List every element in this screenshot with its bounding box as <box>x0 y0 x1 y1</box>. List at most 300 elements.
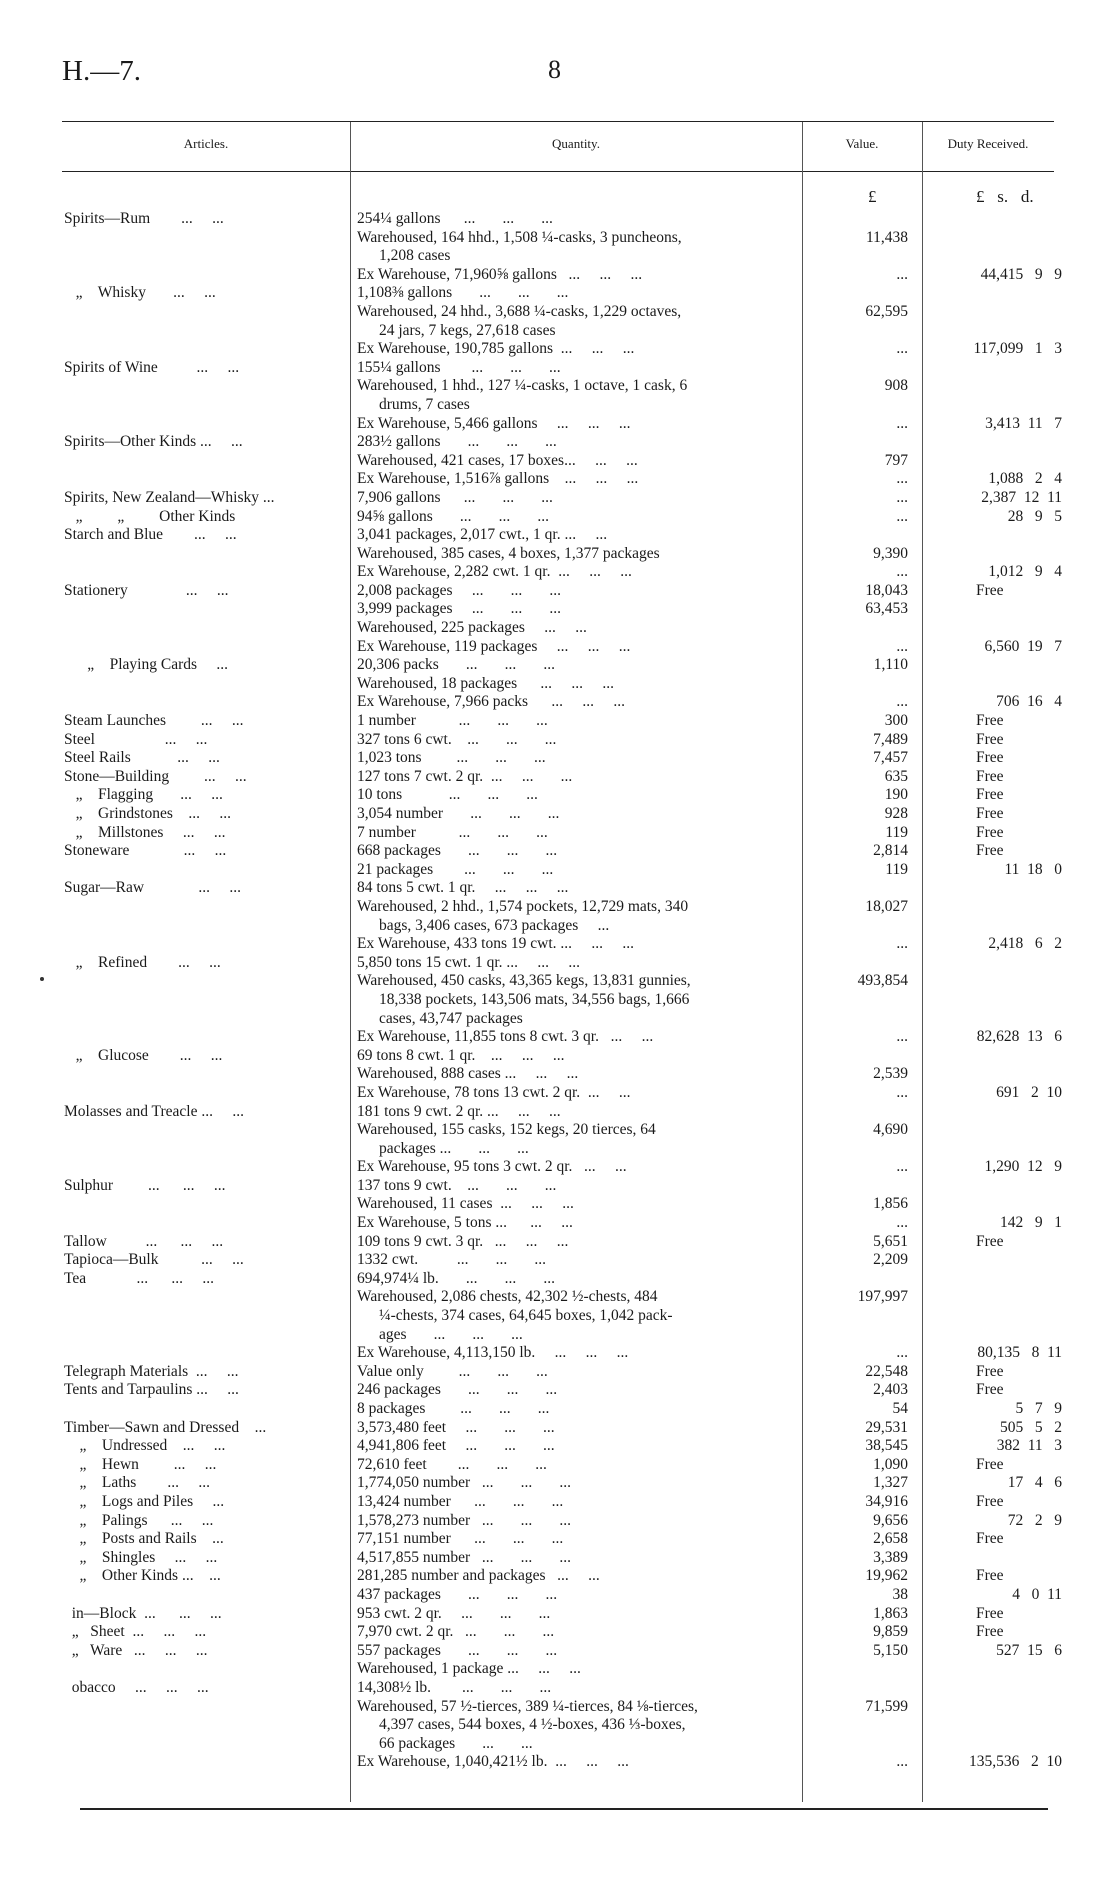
article-cell: Steel Rails ... ... <box>64 749 220 767</box>
article-cell: „ Millstones ... ... <box>64 823 226 841</box>
quantity-cell: packages ... ... ... <box>379 1139 529 1157</box>
quantity-cell: 4,517,855 number ... ... ... <box>357 1548 571 1566</box>
quantity-cell: 3,999 packages ... ... ... <box>357 600 562 618</box>
value-cell: 38,545 <box>865 1437 908 1455</box>
quantity-cell: 72,610 feet ... ... ... <box>357 1455 547 1473</box>
quantity-cell: 84 tons 5 cwt. 1 qr. ... ... ... <box>357 879 569 897</box>
article-cell: „ Whisky ... ... <box>64 284 216 302</box>
value-cell: 22,548 <box>865 1362 908 1380</box>
quantity-cell: 1,108⅜ gallons ... ... ... <box>357 284 569 302</box>
quantity-cell: Warehoused, 1 hhd., 127 ¼-casks, 1 octave, 1 cask, 6 <box>357 377 688 395</box>
value-cell: ... <box>896 1158 908 1176</box>
duty-cell: 44,415 9 9 <box>980 265 1062 283</box>
value-cell: 119 <box>885 860 908 878</box>
duty-cell: 72 2 9 <box>1007 1511 1062 1529</box>
quantity-cell: Warehoused, 11 cases ... ... ... <box>357 1195 574 1213</box>
duty-cell: Free <box>976 1232 1004 1250</box>
quantity-cell: Warehoused, 225 packages ... ... <box>357 619 587 637</box>
article-cell: Spirits, New Zealand—Whisky ... <box>64 488 275 506</box>
table-row <box>0 1177 1114 1196</box>
duty-cell: Free <box>976 1623 1004 1641</box>
quantity-cell: Ex Warehouse, 5 tons ... ... ... <box>357 1214 573 1232</box>
quantity-cell: 5,850 tons 15 cwt. 1 qr. ... ... ... <box>357 953 581 971</box>
article-cell: „ Playing Cards ... <box>64 656 229 674</box>
table-row <box>0 1251 1114 1270</box>
table-row <box>0 1158 1114 1177</box>
quantity-cell: Warehoused, 2 hhd., 1,574 pockets, 12,729 mats, 340 <box>357 897 689 915</box>
table-row <box>0 1103 1114 1122</box>
duty-cell: Free <box>976 712 1004 730</box>
value-cell: 1,110 <box>873 656 908 674</box>
value-cell: 3,389 <box>873 1548 908 1566</box>
table-row <box>0 1679 1114 1698</box>
quantity-cell: Warehoused, 888 cases ... ... ... <box>357 1065 579 1083</box>
table-row <box>0 1493 1114 1512</box>
article-cell: Tapioca—Bulk ... ... <box>64 1251 244 1269</box>
duty-cell: 1,012 9 4 <box>988 563 1062 581</box>
table-row <box>0 1307 1114 1326</box>
quantity-cell: Warehoused, 24 hhd., 3,688 ¼-casks, 1,229 octaves, <box>357 302 682 320</box>
value-cell: ... <box>896 1753 908 1771</box>
table-row <box>0 433 1114 452</box>
header-rule <box>62 171 1054 172</box>
value-cell: 2,539 <box>873 1065 908 1083</box>
table-row <box>0 824 1114 843</box>
value-cell: 9,859 <box>873 1623 908 1641</box>
value-cell: 1,863 <box>873 1604 908 1622</box>
value-cell: ... <box>896 470 908 488</box>
table-row <box>0 1140 1114 1159</box>
duty-cell: Free <box>976 767 1004 785</box>
value-cell: 1,327 <box>873 1474 908 1492</box>
duty-cell: 382 11 3 <box>996 1437 1062 1455</box>
table-row <box>0 693 1114 712</box>
value-cell: 1,090 <box>873 1455 908 1473</box>
article-cell: Stone—Building ... ... <box>64 767 247 785</box>
quantity-cell: 283½ gallons ... ... ... <box>357 433 557 451</box>
value-cell: ... <box>896 1028 908 1046</box>
quantity-cell: 181 tons 9 cwt. 2 qr. ... ... ... <box>357 1102 561 1120</box>
duty-cell: 706 16 4 <box>996 693 1062 711</box>
value-cell: ... <box>896 340 908 358</box>
quantity-cell: 18,338 pockets, 143,506 mats, 34,556 bags, 1,666 <box>379 990 690 1008</box>
duty-cell: 6,560 19 7 <box>984 637 1062 655</box>
bottom-rule <box>80 1808 1048 1810</box>
table-row <box>0 991 1114 1010</box>
table-row <box>0 508 1114 527</box>
table-row <box>0 1474 1114 1493</box>
table-row <box>0 266 1114 285</box>
quantity-cell: Ex Warehouse, 1,516⅞ gallons ... ... ... <box>357 470 639 488</box>
table-row <box>0 340 1114 359</box>
quantity-cell: ¼-chests, 374 cases, 64,645 boxes, 1,042 pack- <box>379 1307 673 1325</box>
quantity-cell: Ex Warehouse, 5,466 gallons ... ... ... <box>357 414 631 432</box>
article-cell: Spirits—Other Kinds ... ... <box>64 433 243 451</box>
table-row <box>0 954 1114 973</box>
quantity-cell: 8 packages ... ... ... <box>357 1400 550 1417</box>
table-row <box>0 1660 1114 1679</box>
value-cell: ... <box>896 1344 908 1362</box>
quantity-cell: Value only ... ... ... <box>357 1362 548 1380</box>
value-cell: 2,658 <box>873 1530 908 1548</box>
quantity-cell: 3,041 packages, 2,017 cwt., 1 qr. ... ... <box>357 526 608 544</box>
table-row <box>0 638 1114 657</box>
value-cell: 38 <box>892 1585 908 1603</box>
quantity-cell: 14,308½ lb. ... ... ... <box>357 1678 552 1696</box>
table-row <box>0 1549 1114 1568</box>
duty-cell: 142 9 1 <box>1000 1214 1062 1232</box>
article-cell: obacco ... ... ... <box>64 1678 209 1696</box>
quantity-cell: 557 packages ... ... ... <box>357 1641 558 1659</box>
table-row <box>0 805 1114 824</box>
table-row <box>0 1456 1114 1475</box>
table-row <box>0 879 1114 898</box>
table-row <box>0 1084 1114 1103</box>
value-cell: ... <box>896 1083 908 1101</box>
value-cell: 493,854 <box>857 972 908 990</box>
value-cell: ... <box>896 693 908 711</box>
article-cell: „ Palings ... ... <box>64 1511 214 1529</box>
duty-cell: Free <box>976 1362 1004 1380</box>
table-row <box>0 563 1114 582</box>
value-cell: 18,043 <box>865 581 908 599</box>
value-cell: 4,690 <box>873 1121 908 1139</box>
article-cell: Steel ... ... <box>64 730 208 748</box>
table-row <box>0 396 1114 415</box>
quantity-cell: 3,054 number ... ... ... <box>357 805 560 822</box>
value-cell: 119 <box>885 823 908 841</box>
table-row <box>0 1586 1114 1605</box>
table-row <box>0 1716 1114 1735</box>
value-unit-label: £ <box>868 187 877 206</box>
table-row <box>0 1698 1114 1717</box>
table-row <box>0 972 1114 991</box>
quantity-cell: 694,974¼ lb. ... ... ... <box>357 1269 556 1287</box>
quantity-cell: Warehoused, 1 package ... ... ... <box>357 1660 581 1678</box>
quantity-cell: Warehoused, 18 packages ... ... ... <box>357 674 615 692</box>
quantity-cell: 137 tons 9 cwt. ... ... ... <box>357 1176 557 1194</box>
value-cell: 11,438 <box>865 228 908 246</box>
value-cell: 928 <box>884 805 908 822</box>
quantity-cell: cases, 43,747 packages <box>379 1009 523 1027</box>
quantity-cell: Warehoused, 155 casks, 152 kegs, 20 tierces, 64 <box>357 1121 656 1139</box>
table-row <box>0 656 1114 675</box>
quantity-cell: 109 tons 9 cwt. 3 qr. ... ... ... <box>357 1232 569 1250</box>
article-cell: Molasses and Treacle ... ... <box>64 1102 244 1120</box>
duty-cell: Free <box>976 805 1004 822</box>
column-header-quantity: Quantity. <box>552 136 600 151</box>
article-cell: „ Ware ... ... ... <box>64 1641 208 1659</box>
value-cell: 7,489 <box>873 730 908 748</box>
quantity-cell: Ex Warehouse, 11,855 tons 8 cwt. 3 qr. ... ... <box>357 1028 654 1046</box>
table-row <box>0 452 1114 471</box>
table-row <box>0 1623 1114 1642</box>
quantity-cell: 437 packages ... ... ... <box>357 1585 558 1603</box>
table-row <box>0 1233 1114 1252</box>
value-cell: ... <box>896 935 908 953</box>
article-cell: „ Hewn ... ... <box>64 1455 217 1473</box>
duty-cell: Free <box>976 842 1004 860</box>
duty-cell: Free <box>976 786 1004 804</box>
article-cell: in—Block ... ... ... <box>64 1604 222 1622</box>
table-row <box>0 247 1114 266</box>
quantity-cell: Warehoused, 385 cases, 4 boxes, 1,377 packages <box>357 544 660 562</box>
value-cell: ... <box>896 637 908 655</box>
quantity-cell: drums, 7 cases <box>379 395 470 413</box>
value-cell: 63,453 <box>865 600 908 618</box>
article-cell: Telegraph Materials ... ... <box>64 1362 239 1380</box>
table-row <box>0 470 1114 489</box>
duty-cell: 135,536 2 10 <box>969 1753 1062 1771</box>
table-row <box>0 1344 1114 1363</box>
table-row <box>0 1010 1114 1029</box>
quantity-cell: 1,578,273 number ... ... ... <box>357 1511 571 1529</box>
column-header-articles: Articles. <box>183 136 229 151</box>
table-row <box>0 600 1114 619</box>
quantity-cell: Ex Warehouse, 95 tons 3 cwt. 2 qr. ... ... <box>357 1158 627 1176</box>
duty-cell: 80,135 8 11 <box>977 1344 1062 1362</box>
value-cell: 2,814 <box>873 842 908 860</box>
article-cell: Tallow ... ... ... <box>64 1232 224 1250</box>
quantity-cell: Ex Warehouse, 4,113,150 lb. ... ... ... <box>357 1344 629 1362</box>
duty-cell: Free <box>976 730 1004 748</box>
duty-cell: 82,628 13 6 <box>976 1028 1062 1046</box>
value-cell: 300 <box>884 712 908 730</box>
value-cell: ... <box>896 507 908 525</box>
quantity-cell: 2,008 packages ... ... ... <box>357 581 562 599</box>
quantity-cell: 10 tons ... ... ... <box>357 786 538 804</box>
table-row <box>0 1270 1114 1289</box>
duty-cell: Free <box>976 1455 1004 1473</box>
quantity-cell: 13,424 number ... ... ... <box>357 1492 564 1510</box>
quantity-cell: 127 tons 7 cwt. 2 qr. ... ... ... <box>357 767 573 785</box>
quantity-cell: Ex Warehouse, 433 tons 19 cwt. ... ... ... <box>357 935 635 953</box>
article-cell: „ „ Other Kinds <box>64 507 236 525</box>
table-row <box>0 1288 1114 1307</box>
article-cell: Tea ... ... ... <box>64 1269 215 1287</box>
quantity-cell: 66 packages ... ... <box>379 1734 533 1752</box>
table-row <box>0 768 1114 787</box>
table-row <box>0 1121 1114 1140</box>
value-cell: 19,962 <box>865 1567 908 1585</box>
article-cell: „ Flagging ... ... <box>64 786 223 804</box>
table-row <box>0 303 1114 322</box>
quantity-cell: Ex Warehouse, 1,040,421½ lb. ... ... ... <box>357 1753 629 1771</box>
duty-cell: Free <box>976 1492 1004 1510</box>
value-cell: 5,150 <box>873 1641 908 1659</box>
value-cell: 5,651 <box>873 1232 908 1250</box>
table-row <box>0 1381 1114 1400</box>
quantity-cell: 953 cwt. 2 qr. ... ... ... <box>357 1604 551 1622</box>
table-row <box>0 1735 1114 1754</box>
article-cell: Timber—Sawn and Dressed ... <box>64 1418 267 1436</box>
quantity-cell: Warehoused, 164 hhd., 1,508 ¼-casks, 3 puncheons, <box>357 228 682 246</box>
table-row <box>0 377 1114 396</box>
article-cell: „ Sheet ... ... ... <box>64 1623 207 1641</box>
table-row <box>0 322 1114 341</box>
duty-cell: 17 4 6 <box>1007 1474 1062 1492</box>
article-cell: „ Shingles ... ... <box>64 1548 218 1566</box>
duty-cell: Free <box>976 581 1004 599</box>
table-row <box>0 1400 1114 1419</box>
article-cell: Stoneware ... ... <box>64 842 227 860</box>
quantity-cell: Ex Warehouse, 190,785 gallons ... ... ... <box>357 340 635 358</box>
table-row <box>0 1642 1114 1661</box>
table-row <box>0 675 1114 694</box>
table-row <box>0 712 1114 731</box>
quantity-cell: 7,906 gallons ... ... ... <box>357 488 553 506</box>
table-row <box>0 749 1114 768</box>
table-row <box>0 229 1114 248</box>
duty-cell: 4 0 11 <box>1012 1585 1062 1603</box>
quantity-cell: 21 packages ... ... ... <box>357 860 554 878</box>
duty-cell: Free <box>976 1381 1004 1399</box>
value-cell: 1,856 <box>873 1195 908 1213</box>
quantity-cell: 7,970 cwt. 2 qr. ... ... ... <box>357 1623 555 1641</box>
table-row <box>0 1047 1114 1066</box>
table-row <box>0 1567 1114 1586</box>
table-row <box>0 489 1114 508</box>
table-row <box>0 1214 1114 1233</box>
duty-cell: 1,088 2 4 <box>988 470 1062 488</box>
quantity-cell: Warehoused, 57 ½-tierces, 389 ¼-tierces, 84 ⅛-tierces, <box>357 1697 698 1715</box>
table-row <box>0 1326 1114 1345</box>
article-cell: Sulphur ... ... ... <box>64 1176 226 1194</box>
value-cell: ... <box>896 488 908 506</box>
quantity-cell: 1,023 tons ... ... ... <box>357 749 546 767</box>
duty-cell: 527 15 6 <box>996 1641 1062 1659</box>
article-cell: „ Grindstones ... ... <box>64 805 232 822</box>
article-cell: Spirits of Wine ... ... <box>64 358 240 376</box>
quantity-cell: 7 number ... ... ... <box>357 823 548 841</box>
value-cell: 71,599 <box>865 1697 908 1715</box>
article-cell: „ Undressed ... ... <box>64 1437 226 1455</box>
article-cell: „ Laths ... ... <box>64 1474 210 1492</box>
value-cell: ... <box>896 563 908 581</box>
value-cell: 18,027 <box>865 897 908 915</box>
quantity-cell: ages ... ... ... <box>379 1325 523 1343</box>
table-row <box>0 619 1114 638</box>
table-row <box>0 545 1114 564</box>
duty-cell: 11 18 0 <box>1004 860 1062 878</box>
table-row <box>0 359 1114 378</box>
quantity-cell: 24 jars, 7 kegs, 27,618 cases <box>379 321 556 339</box>
quantity-cell: 3,573,480 feet ... ... ... <box>357 1418 555 1436</box>
value-cell: 9,390 <box>873 544 908 562</box>
table-row <box>0 731 1114 750</box>
table-row <box>0 1512 1114 1531</box>
value-cell: 908 <box>884 377 908 395</box>
table-row <box>0 1437 1114 1456</box>
quantity-cell: Warehoused, 421 cases, 17 boxes... ... ... <box>357 451 638 469</box>
quantity-cell: Ex Warehouse, 7,966 packs ... ... ... <box>357 693 625 711</box>
quantity-cell: 254¼ gallons ... ... ... <box>357 210 553 227</box>
document-code: H.—7. <box>62 55 141 87</box>
column-header-value: Value. <box>845 136 879 151</box>
value-cell: 9,656 <box>873 1511 908 1529</box>
article-cell: Stationery ... ... <box>64 581 229 599</box>
value-cell: 54 <box>892 1400 908 1417</box>
table-row <box>0 284 1114 303</box>
duty-cell: Free <box>976 823 1004 841</box>
quantity-cell: Ex Warehouse, 78 tons 13 cwt. 2 qr. ... ... <box>357 1083 631 1101</box>
quantity-cell: bags, 3,406 cases, 673 packages ... <box>379 916 610 934</box>
value-cell: ... <box>896 265 908 283</box>
duty-cell: 5 7 9 <box>1015 1400 1062 1417</box>
table-row <box>0 786 1114 805</box>
quantity-cell: Warehoused, 2,086 chests, 42,302 ½-chests, 484 <box>357 1288 658 1306</box>
article-cell: Starch and Blue ... ... <box>64 526 237 544</box>
quantity-cell: 281,285 number and packages ... ... <box>357 1567 600 1585</box>
quantity-cell: 69 tons 8 cwt. 1 qr. ... ... ... <box>357 1046 565 1064</box>
duty-cell: 117,099 1 3 <box>973 340 1062 358</box>
table-row <box>0 1028 1114 1047</box>
value-cell: 62,595 <box>865 302 908 320</box>
quantity-cell: 94⅝ gallons ... ... ... <box>357 507 550 525</box>
value-cell: 635 <box>884 767 908 785</box>
value-cell: ... <box>896 414 908 432</box>
duty-cell: 1,290 12 9 <box>984 1158 1062 1176</box>
table-row <box>0 1195 1114 1214</box>
value-cell: 797 <box>884 451 908 469</box>
top-rule <box>62 121 1054 122</box>
quantity-cell: Ex Warehouse, 119 packages ... ... ... <box>357 637 631 655</box>
article-cell: „ Glucose ... ... <box>64 1046 223 1064</box>
quantity-cell: Warehoused, 450 casks, 43,365 kegs, 13,831 gunnies, <box>357 972 691 990</box>
article-cell: „ Refined ... ... <box>64 953 221 971</box>
duty-cell: 2,387 12 11 <box>981 488 1062 506</box>
duty-cell: 3,413 11 7 <box>985 414 1062 432</box>
duty-cell: Free <box>976 1530 1004 1548</box>
article-cell: Spirits—Rum ... ... <box>64 210 224 227</box>
table-row <box>0 917 1114 936</box>
article-cell: „ Other Kinds ... ... <box>64 1567 221 1585</box>
table-row <box>0 1065 1114 1084</box>
quantity-cell: 155¼ gallons ... ... ... <box>357 358 561 376</box>
quantity-cell: 4,397 cases, 544 boxes, 4 ½-boxes, 436 ⅓-boxes, <box>379 1716 686 1734</box>
article-cell: Steam Launches ... ... <box>64 712 244 730</box>
value-cell: ... <box>896 1214 908 1232</box>
article-cell: „ Posts and Rails ... <box>64 1530 224 1548</box>
table-row <box>0 935 1114 954</box>
table-row <box>0 415 1114 434</box>
value-cell: 34,916 <box>865 1492 908 1510</box>
quantity-cell: 668 packages ... ... ... <box>357 842 558 860</box>
article-cell: Sugar—Raw ... ... <box>64 879 241 897</box>
value-cell: 197,997 <box>857 1288 908 1306</box>
page-number: 8 <box>548 55 561 84</box>
value-cell: 29,531 <box>865 1418 908 1436</box>
quantity-cell: 1,774,050 number ... ... ... <box>357 1474 571 1492</box>
value-cell: 190 <box>884 786 908 804</box>
quantity-cell: Ex Warehouse, 2,282 cwt. 1 qr. ... ... ... <box>357 563 632 581</box>
table-row <box>0 526 1114 545</box>
table-row <box>0 1753 1114 1772</box>
import-table-body <box>0 210 1114 1772</box>
article-cell: „ Logs and Piles ... <box>64 1492 225 1510</box>
quantity-cell: 1,208 cases <box>379 247 451 265</box>
column-header-duty: Duty Received. <box>947 136 1029 151</box>
duty-cell: 691 2 10 <box>996 1083 1062 1101</box>
table-row <box>0 1605 1114 1624</box>
duty-unit-label: £ s. d. <box>976 187 1034 206</box>
table-row <box>0 842 1114 861</box>
quantity-cell: 246 packages ... ... ... <box>357 1381 558 1399</box>
value-cell: 2,403 <box>873 1381 908 1399</box>
quantity-cell: 1332 cwt. ... ... ... <box>357 1251 547 1269</box>
value-cell: 2,209 <box>873 1251 908 1269</box>
duty-cell: Free <box>976 1567 1004 1585</box>
